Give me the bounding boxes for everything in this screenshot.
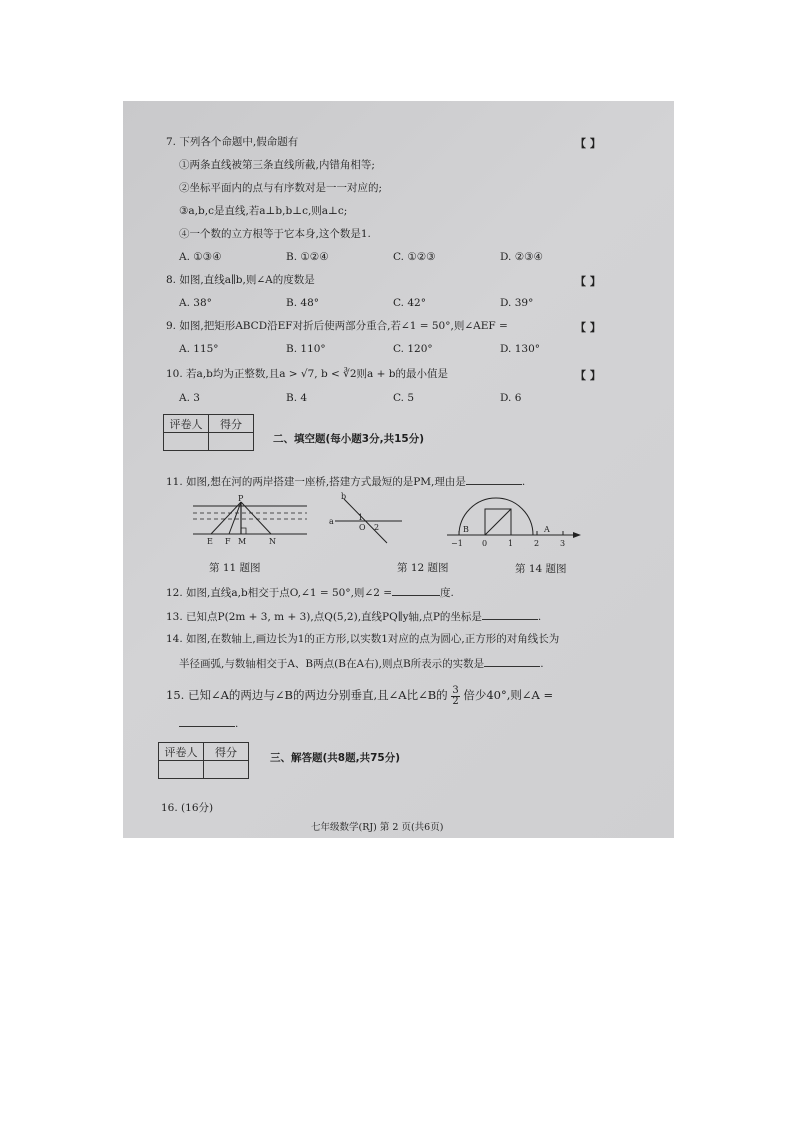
- fig14-label-b: B: [463, 525, 469, 534]
- q10-option-d: D. 6: [500, 392, 522, 404]
- q10-option-b: B. 4: [286, 392, 308, 404]
- q8-option-c: C. 42°: [393, 297, 426, 309]
- fig11-caption: 第 11 题图: [209, 562, 261, 574]
- fig14-tick-2: 2: [534, 539, 540, 548]
- figure-11: [191, 494, 311, 548]
- q15-answer-blank: [179, 715, 235, 727]
- q9-option-b: B. 110°: [286, 343, 326, 355]
- q7-item-2: ②坐标平面内的点与有序数对是一一对应的;: [179, 182, 383, 194]
- fig11-label-m: M: [238, 537, 247, 546]
- fig14-tick-3: 3: [560, 539, 566, 548]
- fig12-label-o: O: [359, 523, 366, 532]
- q8-answer-bracket: 【 】: [575, 275, 601, 288]
- q8-option-a: A. 38°: [179, 297, 212, 309]
- section3-title: 三、解答题(共8题,共75分): [270, 752, 401, 764]
- q8-stem: 8. 如图,直线a∥b,则∠A的度数是: [166, 274, 315, 286]
- q12-stem: 12. 如图,直线a,b相交于点O,∠1 = 50°,则∠2 =: [166, 587, 393, 599]
- fig11-label-n: N: [269, 537, 276, 546]
- fig12-label-1: 1: [358, 513, 364, 522]
- figure-12: [329, 492, 409, 545]
- score-box-section2: [163, 414, 254, 451]
- q15-suffix: .: [235, 718, 239, 730]
- fig11-label-f: F: [225, 537, 231, 546]
- q10-stem: 10. 若a,b均为正整数,且a > √7, b < ∛2则a + b的最小值是: [166, 368, 448, 380]
- q8-option-d: D. 39°: [500, 297, 534, 309]
- q13-answer-blank: [482, 608, 538, 620]
- q12-answer-blank: [392, 584, 440, 596]
- scanned-exam-page: [123, 101, 674, 838]
- score-cell: [204, 761, 249, 779]
- q8-option-b: B. 48°: [286, 297, 320, 309]
- q7-answer-bracket: 【 】: [575, 137, 601, 150]
- q15-frac-num: 3: [452, 684, 459, 696]
- fig14-label-a: A: [544, 525, 550, 534]
- score-label: 得分: [209, 415, 254, 433]
- q15-part1: 15. 已知∠A的两边与∠B的两边分别垂直,且∠A比∠B的: [166, 688, 448, 702]
- q15-text: [166, 684, 553, 707]
- q7-option-d: D. ②③④: [500, 251, 543, 263]
- q13-suffix: .: [537, 611, 542, 623]
- q7-option-c: C. ①②③: [393, 251, 436, 263]
- q7-option-a: A. ①③④: [179, 251, 222, 263]
- q9-option-a: A. 115°: [179, 343, 219, 355]
- q14-line2: [179, 655, 544, 671]
- q12-suffix: 度.: [440, 587, 454, 599]
- q7-item-1: ①两条直线被第三条直线所截,内错角相等;: [179, 159, 375, 171]
- figure-14: [445, 499, 585, 549]
- q16-text: 16. (16分): [161, 802, 214, 814]
- score-label: 得分: [204, 743, 249, 761]
- q9-option-c: C. 120°: [393, 343, 433, 355]
- q9-answer-bracket: 【 】: [575, 321, 601, 334]
- q7-item-4: ④一个数的立方根等于它本身,这个数是1.: [179, 228, 371, 240]
- q12-text: [166, 584, 454, 600]
- score-box-section3: [158, 742, 249, 779]
- fig14-caption: 第 14 题图: [515, 563, 567, 575]
- q7-option-b: B. ①②④: [286, 251, 329, 263]
- fig14-tick-minus1: −1: [451, 539, 463, 548]
- fig14-tick-1: 1: [508, 539, 514, 548]
- q10-option-c: C. 5: [393, 392, 415, 404]
- q11-text: 11. 如图,想在河的两岸搭建一座桥,搭建方式最短的是PM,理由是 .: [166, 473, 525, 489]
- q7-stem: 7. 下列各个命题中,假命题有: [166, 136, 299, 148]
- section2-title: 二、填空题(每小题3分,共15分): [273, 433, 425, 445]
- q11-stem: 11. 如图,想在河的两岸搭建一座桥,搭建方式最短的是PM,理由是: [166, 476, 466, 488]
- q14-line1: 14. 如图,在数轴上,画边长为1的正方形,以实数1对应的点为圆心,正方形的对角线长为: [166, 633, 560, 645]
- reviewer-cell: [159, 761, 204, 779]
- fig11-label-p: P: [238, 494, 244, 503]
- fig12-caption: 第 12 题图: [397, 562, 449, 574]
- q14-answer-blank: [484, 655, 540, 667]
- q7-item-3: ③a,b,c是直线,若a⊥b,b⊥c,则a⊥c;: [179, 205, 348, 217]
- page-footer: 七年级数学(RJ) 第 2 页(共6页): [311, 822, 444, 833]
- q11-answer-blank: [466, 473, 522, 485]
- q13-text: [166, 608, 541, 624]
- q15-fraction: [451, 686, 459, 707]
- q10-answer-bracket: 【 】: [575, 369, 601, 382]
- q15-frac-den: 2: [452, 695, 459, 707]
- reviewer-label: 评卷人: [164, 415, 209, 433]
- fig12-label-a: a: [329, 517, 334, 526]
- q14-suffix: .: [540, 658, 544, 670]
- q13-stem: 13. 已知点P(2m + 3, m + 3),点Q(5,2),直线PQ∥y轴,点P的坐标是: [166, 611, 482, 623]
- score-cell: [209, 433, 254, 451]
- q15-part2: 倍少40°,则∠A =: [463, 688, 554, 702]
- q14-stem: 半径画弧,与数轴相交于A、B两点(B在A右),则点B所表示的实数是: [179, 658, 485, 670]
- reviewer-cell: [164, 433, 209, 451]
- q9-option-d: D. 130°: [500, 343, 541, 355]
- q10-option-a: A. 3: [179, 392, 200, 404]
- fig12-label-2: 2: [374, 523, 380, 532]
- fig12-label-b: b: [341, 492, 347, 501]
- fig11-label-e: E: [207, 537, 213, 546]
- reviewer-label: 评卷人: [159, 743, 204, 761]
- fig14-tick-0: 0: [482, 539, 488, 548]
- q15-answer-line: [179, 715, 238, 731]
- q9-stem: 9. 如图,把矩形ABCD沿EF对折后使两部分重合,若∠1 = 50°,则∠AEF =: [166, 320, 508, 332]
